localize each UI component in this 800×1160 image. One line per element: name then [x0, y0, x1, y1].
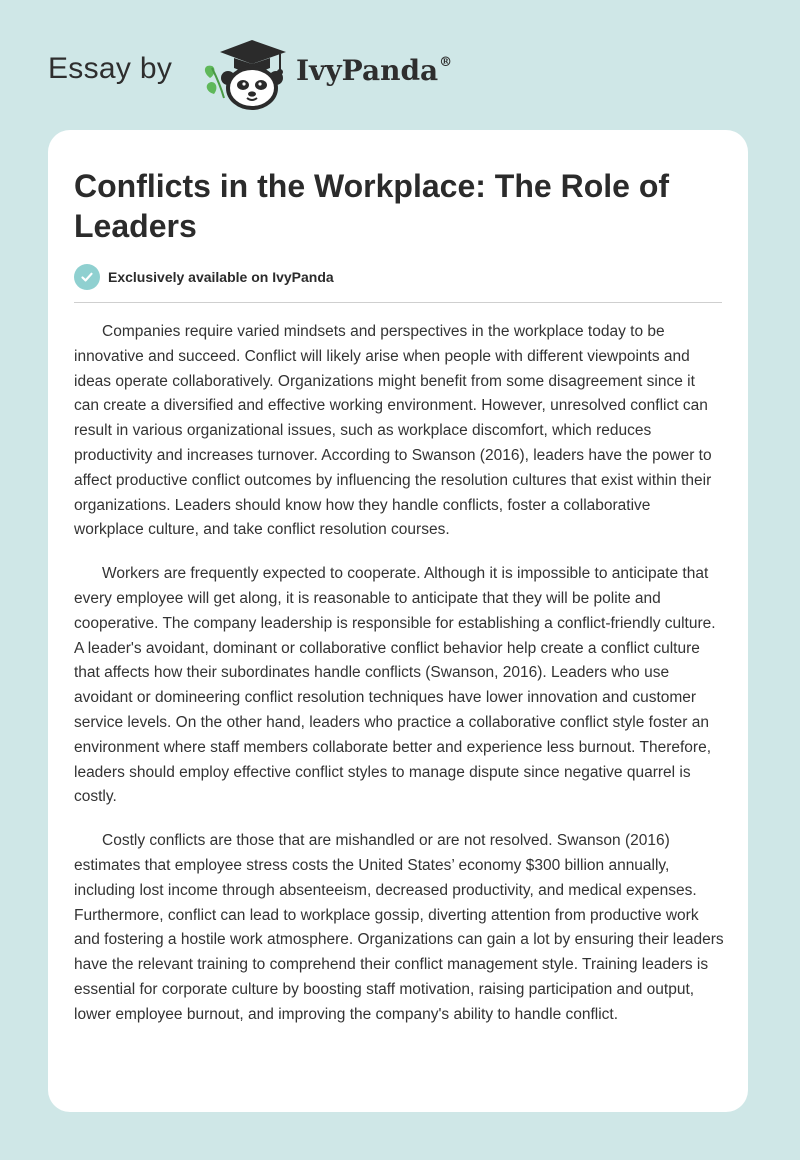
panda-graduate-icon[interactable] [200, 38, 296, 110]
exclusive-badge [74, 264, 334, 290]
site-header [0, 0, 800, 130]
essay-body [74, 320, 724, 1047]
essay-card [48, 130, 748, 1112]
paragraph: Workers are frequently expected to cooperate. Although it is impossible to anticipate that every employee will get along, it is reasonable to anticipate that they will be polite and cooperative. The company leadership is responsible for establishing a conflict-friendly culture. A leader's avoidant, dominant or collaborative conflict behavior help create a conflict culture that affects how their subordinates handle conflicts (Swanson, 2016). Leaders who use avoidant or domineering conflict resolution techniques have lower innovation and customer service levels. On the other hand, leaders who practice a collaborative conflict style foster an environment where staff members collaborate better and experience less burnout. Therefore, leaders should employ effective conflict styles to manage dispute since negative quarrel is costly. [74, 565, 716, 806]
brand-name[interactable]: IvyPanda® [296, 54, 453, 87]
page-title: Conflicts in the Workplace: The Role of Leaders [74, 168, 670, 244]
check-circle-icon [74, 264, 100, 290]
badge-label: Exclusively available on IvyPanda [108, 269, 334, 285]
paragraph: Companies require varied mindsets and perspectives in the workplace today to be innovative and succeed. Conflict will likely arise when people with different viewpoints and ideas operate collaboratively. Organizations might benefit from some disagreement since it can create a diversified and effective working environment. However, unresolved conflict can result in various organizational issues, such as workplace discomfort, which reduces productivity and increases turnover. According to Swanson (2016), leaders have the power to affect productive conflict outcomes by influencing the resolution cultures that exist within their organizations. Leaders should know how they handle conflicts, foster a collaborative workplace culture, and take conflict resolution courses. [74, 323, 712, 539]
registered-mark: ® [439, 55, 453, 70]
brand-prefix: Essay by [48, 52, 173, 85]
paragraph: Costly conflicts are those that are mishandled or are not resolved. Swanson (2016) estimates that employee stress costs the United States’ economy $300 billion annually, including lost income through absenteeism, decreased productivity, and medical expenses. Furthermore, conflict can lead to workplace gossip, diverting attention from productive work and fostering a hostile work atmosphere. Organizations can gain a lot by ensuring their leaders have the relevant training to comprehend their conflict management style. Training leaders is essential for corporate culture by boosting staff motivation, raising participation and output, lower employee burnout, and improving the company's ability to handle conflict. [74, 832, 724, 1023]
divider [74, 302, 722, 303]
